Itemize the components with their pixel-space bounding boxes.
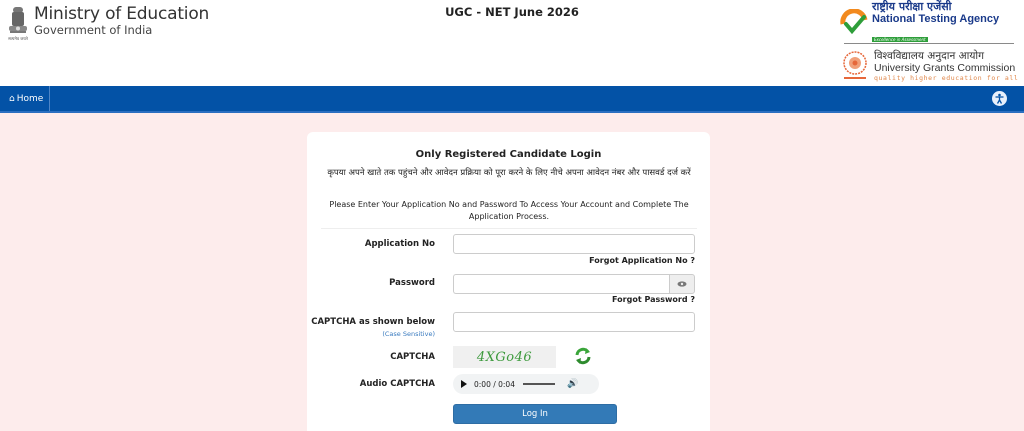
- captcha-label: CAPTCHA: [390, 352, 435, 362]
- audio-time: 0:00 / 0:04: [474, 379, 515, 389]
- login-title: Only Registered Candidate Login: [415, 149, 602, 160]
- home-icon: ⌂: [9, 93, 15, 104]
- captcha-image: 4XGo46: [453, 346, 556, 368]
- ugc-logo: [840, 47, 1020, 85]
- accessibility-icon[interactable]: [992, 91, 1007, 106]
- login-instruction-english: Please Enter Your Application No and Password To Access Your Account and Complete The Application Process.: [329, 200, 689, 221]
- application-no-label: Application No: [364, 239, 435, 249]
- forgot-password-link[interactable]: Forgot Password ?: [612, 295, 695, 304]
- ugc-name-hindi: विश्वविद्यालय अनुदान आयोग: [874, 50, 985, 62]
- play-icon[interactable]: [461, 380, 467, 388]
- eye-icon: [677, 281, 687, 287]
- forgot-application-link[interactable]: Forgot Application No ?: [589, 256, 695, 265]
- site-header: [0, 0, 1024, 86]
- nav-home-label: Home: [16, 93, 44, 104]
- exam-title: UGC - NET June 2026: [445, 5, 579, 19]
- login-card: [307, 132, 710, 431]
- audio-progress-slider[interactable]: [523, 383, 555, 385]
- ministry-title: Ministry of Education: [34, 4, 210, 24]
- partner-logos: [840, 0, 1020, 85]
- refresh-captcha-button[interactable]: [573, 346, 593, 366]
- password-input[interactable]: [453, 274, 669, 294]
- captcha-input-label: CAPTCHA as shown below: [311, 317, 435, 327]
- nta-name-hindi: राष्ट्रीय परीक्षा एजेंसी: [872, 0, 952, 13]
- password-label: Password: [389, 278, 435, 288]
- audio-captcha-label: Audio CAPTCHA: [359, 379, 435, 389]
- show-password-button[interactable]: [669, 274, 695, 294]
- application-no-input[interactable]: [453, 234, 695, 254]
- ministry-subtitle: Government of India: [34, 23, 153, 37]
- nta-check-icon: [840, 9, 868, 37]
- ugc-tagline: quality higher education for all: [874, 74, 1019, 82]
- nta-logo: [840, 0, 1020, 42]
- ugc-name-english: University Grants Commission: [874, 62, 1016, 74]
- refresh-icon: [573, 346, 593, 366]
- volume-icon[interactable]: 🔊: [566, 379, 579, 389]
- main-nav: [0, 86, 1024, 113]
- case-sensitive-note: (Case Sensitive): [382, 330, 435, 338]
- password-group: [453, 274, 695, 294]
- svg-text:सत्यमेव जयते: सत्यमेव जयते: [8, 36, 28, 41]
- nav-home-link[interactable]: [0, 86, 50, 111]
- login-button[interactable]: Log In: [453, 404, 617, 424]
- nta-name-english: National Testing Agency: [872, 13, 1000, 25]
- ugc-emblem-icon: [840, 49, 870, 83]
- login-instruction-hindi: कृपया अपने खाते तक पहुंचने और आवेदन प्रक्रिया को पूरा करने के लिए नीचे अपना आवेदन नंबर और पासवर्ड दर्ज करें: [327, 168, 691, 178]
- divider: [321, 228, 697, 229]
- captcha-input[interactable]: [453, 312, 695, 332]
- audio-captcha-player: [453, 374, 599, 394]
- nta-tagline: Excellence in Assessment: [874, 37, 926, 42]
